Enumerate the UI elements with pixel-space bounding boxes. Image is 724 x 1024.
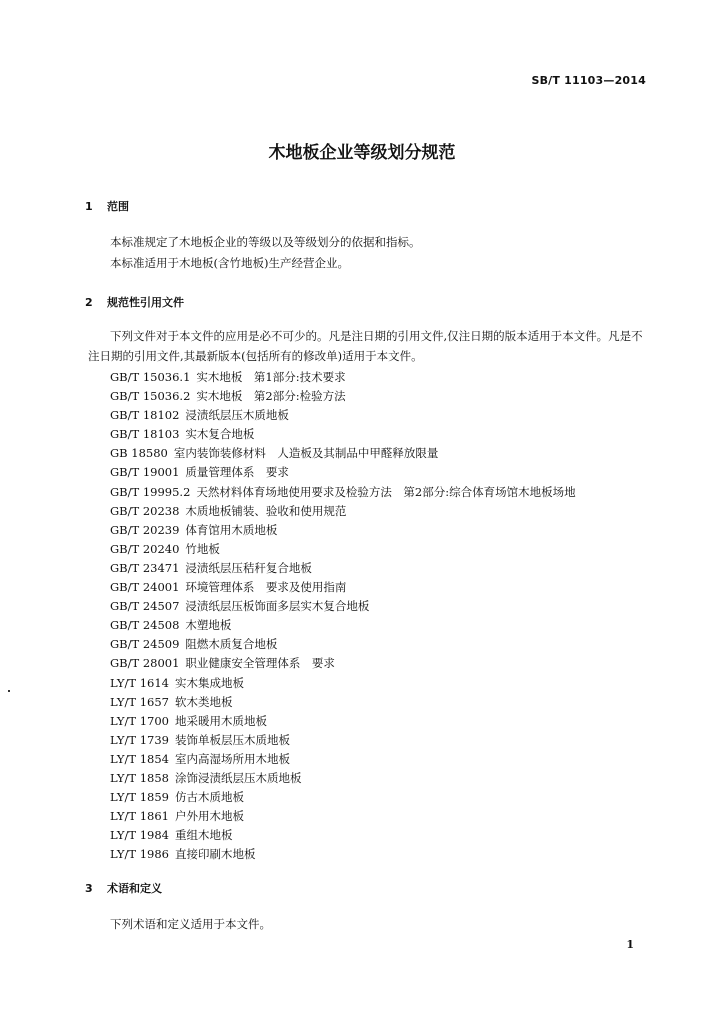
reference-title: 室内装饰装修材料 人造板及其制品中甲醛释放限量	[173, 446, 439, 461]
reference-code: GB/T 24508	[110, 618, 180, 633]
reference-title: 室内高湿场所用木地板	[174, 751, 290, 766]
reference-item	[110, 463, 576, 482]
reference-item	[110, 807, 576, 826]
reference-code: GB/T 20239	[110, 522, 180, 537]
reference-item	[110, 635, 576, 654]
reference-item	[110, 597, 576, 616]
reference-title: 实木复合地板	[185, 427, 255, 442]
section-title: 范围	[107, 200, 129, 213]
document-title: 木地板企业等级划分规范	[268, 143, 456, 163]
reference-code: LY/T 1858	[110, 770, 169, 785]
normative-intro-paragraph	[88, 326, 648, 366]
standard-code: SB/T 11103—2014	[531, 74, 646, 87]
reference-title: 装饰单板层压木质地板	[174, 732, 290, 747]
reference-item	[110, 693, 576, 712]
reference-title: 竹地板	[185, 541, 220, 556]
reference-title: 木质地板铺装、验收和使用规范	[185, 503, 347, 518]
reference-item	[110, 788, 576, 807]
reference-title: 职业健康安全管理体系 要求	[185, 656, 335, 671]
reference-title: 涂饰浸渍纸层压木质地板	[174, 770, 302, 785]
reference-item	[110, 712, 576, 731]
reference-code: GB/T 23471	[110, 560, 180, 575]
reference-title: 木塑地板	[185, 618, 232, 633]
reference-item	[110, 578, 576, 597]
reference-title: 质量管理体系 要求	[185, 465, 289, 480]
normative-intro-text: 下列文件对于本文件的应用是必不可少的。凡是注日期的引用文件,仅注日期的版本适用于本文件。凡是不注日期的引用文件,其最新版本(包括所有的修改单)适用于本文件。	[88, 329, 643, 363]
reference-title: 阻燃木质复合地板	[185, 637, 278, 652]
reference-code: GB/T 15036.1	[110, 370, 191, 384]
section-heading-terms	[85, 880, 162, 896]
reference-item	[110, 387, 576, 406]
reference-list	[110, 368, 576, 864]
reference-code: LY/T 1700	[110, 713, 169, 728]
page-number: 1	[626, 938, 634, 951]
reference-code: GB/T 18102	[110, 408, 180, 423]
reference-title: 浸渍纸层压秸秆复合地板	[185, 560, 312, 575]
reference-title: 软木类地板	[174, 694, 233, 709]
section-title: 术语和定义	[107, 882, 162, 895]
reference-code: LY/T 1657	[110, 694, 169, 709]
section-heading-scope	[85, 198, 129, 214]
reference-code: GB/T 24509	[110, 637, 180, 652]
reference-item	[110, 616, 576, 635]
terms-intro-paragraph: 下列术语和定义适用于本文件。	[110, 917, 271, 931]
reference-item	[110, 654, 576, 673]
section-number: 1	[85, 200, 93, 213]
reference-item	[110, 750, 576, 769]
reference-item	[110, 826, 576, 845]
reference-title: 天然材料体育场地使用要求及检验方法 第2部分:综合体育场馆木地板场地	[196, 484, 576, 499]
scope-paragraph-1: 本标准规定了木地板企业的等级以及等级划分的依据和指标。	[110, 235, 421, 249]
reference-item	[110, 502, 576, 521]
reference-item	[110, 521, 576, 540]
reference-title: 实木地板 第1部分:技术要求	[196, 370, 346, 384]
reference-item	[110, 540, 576, 559]
reference-title: 环境管理体系 要求及使用指南	[185, 580, 347, 595]
reference-code: GB/T 18103	[110, 427, 180, 442]
reference-title: 体育馆用木质地板	[185, 522, 278, 537]
reference-title: 户外用木地板	[174, 809, 244, 824]
reference-item	[110, 674, 576, 693]
reference-code: LY/T 1854	[110, 751, 169, 766]
reference-item	[110, 444, 576, 463]
reference-code: GB 18580	[110, 446, 168, 461]
reference-item	[110, 368, 576, 387]
reference-code: GB/T 24507	[110, 599, 180, 614]
reference-code: LY/T 1861	[110, 809, 169, 824]
reference-title: 地采暖用木质地板	[174, 713, 267, 728]
reference-item	[110, 483, 576, 502]
reference-code: GB/T 15036.2	[110, 389, 191, 404]
reference-item	[110, 769, 576, 788]
scope-paragraph-2: 本标准适用于木地板(含竹地板)生产经营企业。	[110, 256, 349, 270]
reference-item	[110, 731, 576, 750]
section-heading-normative-references	[85, 294, 184, 310]
reference-item	[110, 559, 576, 578]
reference-code: GB/T 20240	[110, 541, 180, 556]
section-title: 规范性引用文件	[107, 296, 184, 309]
reference-code: LY/T 1984	[110, 828, 169, 843]
reference-item	[110, 845, 576, 864]
reference-title: 浸渍纸层压板饰面多层实木复合地板	[185, 599, 370, 614]
reference-code: LY/T 1614	[110, 675, 169, 690]
reference-code: LY/T 1986	[110, 847, 169, 862]
reference-code: GB/T 28001	[110, 656, 180, 671]
reference-item	[110, 425, 576, 444]
reference-title: 直接印刷木地板	[174, 847, 256, 862]
section-number: 3	[85, 882, 93, 895]
reference-title: 实木地板 第2部分:检验方法	[196, 389, 346, 404]
reference-title: 浸渍纸层压木质地板	[185, 408, 289, 423]
reference-code: LY/T 1859	[110, 790, 169, 805]
reference-title: 重组木地板	[174, 828, 233, 843]
reference-item	[110, 406, 576, 425]
reference-code: GB/T 19995.2	[110, 484, 191, 499]
reference-title: 实木集成地板	[174, 675, 244, 690]
reference-title: 仿古木质地板	[174, 790, 244, 805]
reference-code: GB/T 20238	[110, 503, 180, 518]
reference-code: GB/T 19001	[110, 465, 180, 480]
reference-code: LY/T 1739	[110, 732, 169, 747]
section-number: 2	[85, 296, 93, 309]
reference-code: GB/T 24001	[110, 580, 180, 595]
scan-speck	[8, 690, 10, 692]
